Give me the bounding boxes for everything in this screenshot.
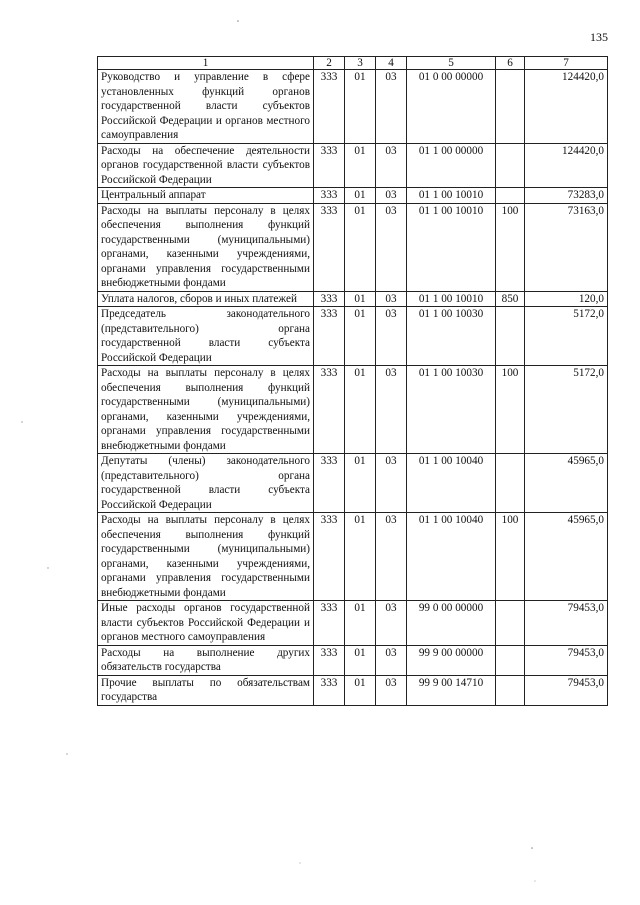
table-row — [98, 143, 608, 188]
row-admin-code: 333 — [314, 307, 345, 366]
scan-speck — [237, 20, 239, 22]
row-admin-code: 333 — [314, 143, 345, 188]
row-expense-type — [496, 188, 525, 204]
row-expense-type — [496, 143, 525, 188]
row-amount: 5172,0 — [525, 366, 608, 454]
header-col-4: 4 — [376, 57, 407, 70]
row-expense-type — [496, 307, 525, 366]
scan-speck — [531, 847, 533, 849]
table-row — [98, 307, 608, 366]
row-section: 01 — [345, 366, 376, 454]
row-admin-code: 333 — [314, 188, 345, 204]
row-target-code: 01 1 00 10010 — [407, 188, 496, 204]
row-amount: 73163,0 — [525, 203, 608, 291]
row-target-code: 01 1 00 10010 — [407, 291, 496, 307]
table-row — [98, 454, 608, 513]
row-expense-type: 100 — [496, 513, 525, 601]
row-subsection: 03 — [376, 454, 407, 513]
row-subsection: 03 — [376, 188, 407, 204]
row-amount: 124420,0 — [525, 143, 608, 188]
row-name: Расходы на выплаты персоналу в целях обеспечения выполнения функций государственными (муниципальными) органами, казенными учреждениями, органами управления государственными внебюджетными фондами — [98, 513, 314, 601]
row-admin-code: 333 — [314, 601, 345, 646]
table-row — [98, 291, 608, 307]
row-name: Иные расходы органов государственной власти субъектов Российской Федерации и органов местного самоуправления — [98, 601, 314, 646]
row-admin-code: 333 — [314, 291, 345, 307]
header-col-6: 6 — [496, 57, 525, 70]
row-subsection: 03 — [376, 203, 407, 291]
row-subsection: 03 — [376, 70, 407, 144]
page-number: 135 — [590, 30, 608, 44]
table-row — [98, 70, 608, 144]
row-admin-code: 333 — [314, 513, 345, 601]
row-section: 01 — [345, 307, 376, 366]
header-col-3: 3 — [345, 57, 376, 70]
row-amount: 120,0 — [525, 291, 608, 307]
row-expense-type — [496, 601, 525, 646]
row-subsection: 03 — [376, 291, 407, 307]
row-section: 01 — [345, 188, 376, 204]
row-subsection: 03 — [376, 675, 407, 705]
row-target-code: 01 1 00 10030 — [407, 307, 496, 366]
budget-table — [97, 56, 608, 706]
scan-speck — [299, 862, 300, 863]
row-amount: 45965,0 — [525, 513, 608, 601]
row-section: 01 — [345, 513, 376, 601]
header-col-7: 7 — [525, 57, 608, 70]
table-row — [98, 366, 608, 454]
row-admin-code: 333 — [314, 366, 345, 454]
row-name: Расходы на обеспечение деятельности органов государственной власти субъектов Российской Федерации — [98, 143, 314, 188]
row-expense-type: 850 — [496, 291, 525, 307]
row-name: Прочие выплаты по обязательствам государства — [98, 675, 314, 705]
row-section: 01 — [345, 70, 376, 144]
row-target-code: 01 1 00 10040 — [407, 454, 496, 513]
row-target-code: 01 1 00 10030 — [407, 366, 496, 454]
row-name: Расходы на выплаты персоналу в целях обеспечения выполнения функций государственными (муниципальными) органами, казенными учреждениями, органами управления государственными внебюджетными фондами — [98, 203, 314, 291]
row-section: 01 — [345, 454, 376, 513]
row-name: Председатель законодательного (представительного) органа государственной власти субъекта Российской Федерации — [98, 307, 314, 366]
row-section: 01 — [345, 143, 376, 188]
row-section: 01 — [345, 203, 376, 291]
header-row — [98, 57, 608, 70]
row-subsection: 03 — [376, 601, 407, 646]
row-admin-code: 333 — [314, 675, 345, 705]
row-expense-type — [496, 675, 525, 705]
row-admin-code: 333 — [314, 645, 345, 675]
row-target-code: 99 0 00 00000 — [407, 601, 496, 646]
row-amount: 73283,0 — [525, 188, 608, 204]
scan-speck — [47, 567, 48, 568]
row-amount: 79453,0 — [525, 601, 608, 646]
row-target-code: 01 1 00 10010 — [407, 203, 496, 291]
row-target-code: 01 0 00 00000 — [407, 70, 496, 144]
row-amount: 79453,0 — [525, 645, 608, 675]
row-name: Расходы на выполнение других обязательств государства — [98, 645, 314, 675]
table-row — [98, 675, 608, 705]
row-expense-type: 100 — [496, 203, 525, 291]
row-subsection: 03 — [376, 307, 407, 366]
row-name: Центральный аппарат — [98, 188, 314, 204]
row-subsection: 03 — [376, 645, 407, 675]
row-admin-code: 333 — [314, 70, 345, 144]
row-section: 01 — [345, 675, 376, 705]
row-section: 01 — [345, 645, 376, 675]
row-amount: 45965,0 — [525, 454, 608, 513]
row-expense-type — [496, 645, 525, 675]
row-name: Расходы на выплаты персоналу в целях обеспечения выполнения функций государственными (муниципальными) органами, казенными учреждениями, органами управления государственными внебюджетными фондами — [98, 366, 314, 454]
row-name: Руководство и управление в сфере установленных функций органов государственной власти субъектов Российской Федерации и органов местного самоуправления — [98, 70, 314, 144]
table-row — [98, 188, 608, 204]
row-target-code: 01 1 00 00000 — [407, 143, 496, 188]
header-col-2: 2 — [314, 57, 345, 70]
row-amount: 5172,0 — [525, 307, 608, 366]
row-admin-code: 333 — [314, 203, 345, 291]
table-row — [98, 203, 608, 291]
row-expense-type — [496, 454, 525, 513]
row-target-code: 99 9 00 14710 — [407, 675, 496, 705]
row-subsection: 03 — [376, 143, 407, 188]
scan-speck — [66, 753, 67, 754]
row-amount: 124420,0 — [525, 70, 608, 144]
row-amount: 79453,0 — [525, 675, 608, 705]
row-admin-code: 333 — [314, 454, 345, 513]
scan-speck — [534, 880, 535, 881]
table-row — [98, 513, 608, 601]
row-section: 01 — [345, 601, 376, 646]
table-row — [98, 601, 608, 646]
header-col-5: 5 — [407, 57, 496, 70]
row-target-code: 01 1 00 10040 — [407, 513, 496, 601]
row-expense-type — [496, 70, 525, 144]
table-row — [98, 645, 608, 675]
row-name: Депутаты (члены) законодательного (представительного) органа государственной власти субъекта Российской Федерации — [98, 454, 314, 513]
row-subsection: 03 — [376, 366, 407, 454]
row-section: 01 — [345, 291, 376, 307]
scan-speck — [21, 421, 22, 422]
row-target-code: 99 9 00 00000 — [407, 645, 496, 675]
row-expense-type: 100 — [496, 366, 525, 454]
header-col-1: 1 — [98, 57, 314, 70]
row-name: Уплата налогов, сборов и иных платежей — [98, 291, 314, 307]
row-subsection: 03 — [376, 513, 407, 601]
